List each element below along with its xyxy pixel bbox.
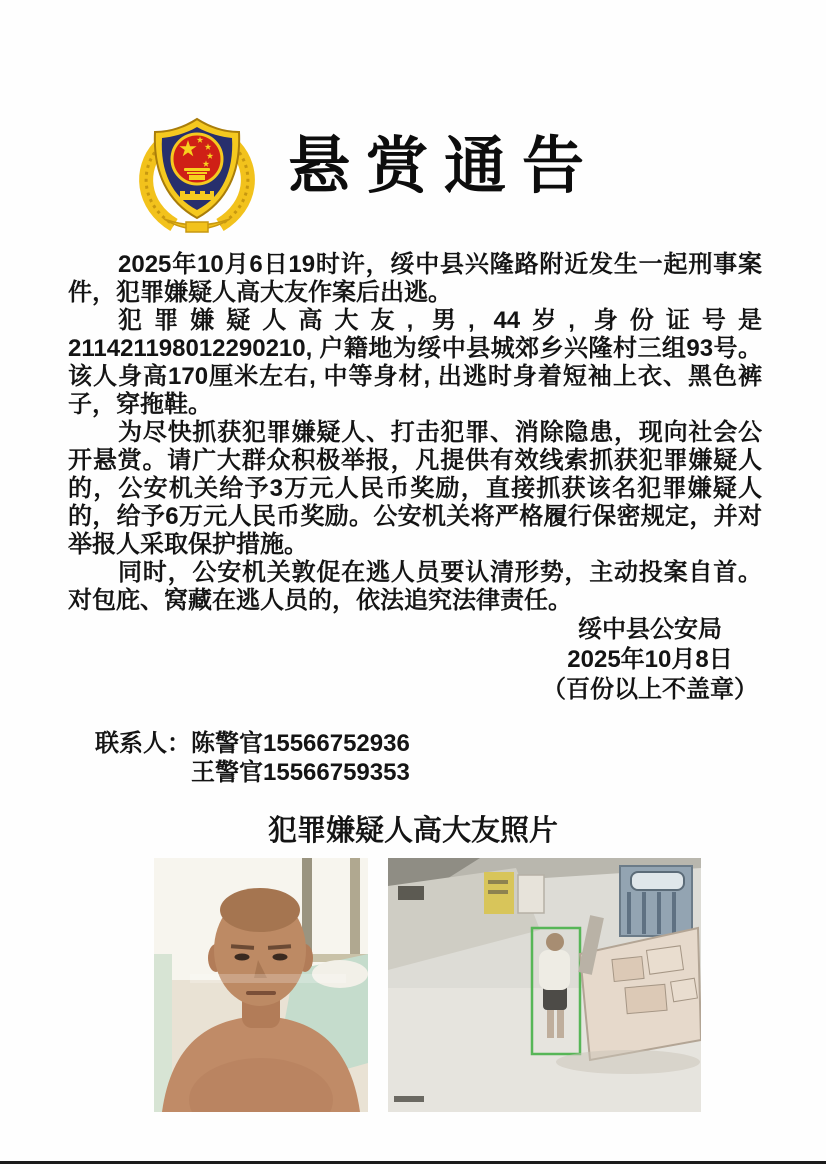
issue-date: 2025年10月8日 xyxy=(567,646,733,673)
photos-heading: 犯罪嫌疑人高大友照片 xyxy=(267,815,558,847)
notice-title: 悬赏通告 xyxy=(288,133,601,201)
contact-officer-wang: 王警官15566759353 xyxy=(191,759,410,786)
contact-officer-chen: 联系人：陈警官15566752936 xyxy=(95,730,410,757)
suspect-portrait-photo xyxy=(154,858,368,1112)
contact-block xyxy=(95,729,410,787)
paragraph-suspect-info: 犯罪嫌疑人高大友, 男, 44岁, 身份证号是211421198012290210, 户籍地为绥中县城郊乡兴隆村三组93号。该人身高170厘米左右, 中等身材, 出逃时身着短袖上衣、黑色裤子，穿拖鞋。 xyxy=(68,307,762,418)
notice-body xyxy=(68,251,762,615)
issuing-agency: 绥中县公安局 xyxy=(578,616,722,643)
cctv-snapshot-photo xyxy=(388,858,701,1112)
police-badge-icon xyxy=(126,106,268,238)
paragraph-warning: 同时，公安机关敦促在逃人员要认清形势，主动投案自首。对包庇、窝藏在逃人员的，依法追究法律责任。 xyxy=(68,559,762,614)
paragraph-reward: 为尽快抓获犯罪嫌疑人、打击犯罪、消除隐患，现向社会公开悬赏。请广大群众积极举报，凡提供有效线索抓获犯罪嫌疑人的，公安机关给予3万元人民币奖励，直接抓获该名犯罪嫌疑人的，给予6万元人民币奖励。公安机关将严格履行保密规定，并对举报人采取保护措施。 xyxy=(68,419,762,558)
signature-block xyxy=(540,615,760,705)
paragraph-incident: 2025年10月6日19时许，绥中县兴隆路附近发生一起刑事案件，犯罪嫌疑人高大友作案后出逃。 xyxy=(68,251,762,306)
suspect-photos xyxy=(154,858,701,1112)
bottom-divider xyxy=(0,1161,826,1164)
seal-note: （百份以上不盖章） xyxy=(542,676,758,703)
